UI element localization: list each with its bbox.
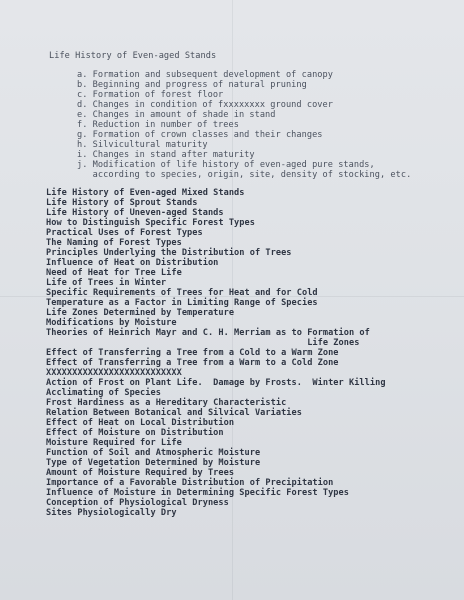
subitem-i: i. Changes in stand after maturity: [77, 150, 255, 160]
topic-7: Principles Underlying the Distribution of Trees: [46, 248, 292, 258]
topic-18: Action of Frost on Plant Life. Damage by Frosts. Winter Killing: [46, 378, 386, 388]
topic-6: The Naming of Forest Types: [46, 238, 182, 248]
topic-23: Effect of Moisture on Distribution: [46, 428, 224, 438]
subitem-c: c. Formation of forest floor: [77, 90, 224, 100]
topic-31: Sites Physiologically Dry: [46, 508, 177, 518]
topic-1: Life History of Even-aged Mixed Stands: [46, 188, 245, 198]
subitem-d: d. Changes in condition of fxxxxxxxx ground cover: [77, 100, 333, 110]
topic-26: Type of Vegetation Determined by Moisture: [46, 458, 261, 468]
topic-16: Effect of Transferring a Tree from a Cold to a Warm Zone: [46, 348, 339, 358]
topic-17: Effect of Transferring a Tree from a Warm to a Cold Zone: [46, 358, 339, 368]
topic-3: Life History of Uneven-aged Stands: [46, 208, 224, 218]
topic-15-continued: Life Zones: [46, 338, 360, 348]
topic-2: Life History of Sprout Stands: [46, 198, 198, 208]
topic-28: Importance of a Favorable Distribution of Precipitation: [46, 478, 334, 488]
topic-25: Function of Soil and Atmospheric Moisture: [46, 448, 261, 458]
topic-11: Specific Requirements of Trees for Heat and for Cold: [46, 288, 318, 298]
subitem-a: a. Formation and subsequent development of canopy: [77, 70, 333, 80]
topic-14: Modifications by Moisture: [46, 318, 177, 328]
topic-15: Theories of Heinrich Mayr and C. H. Merriam as to Formation of: [46, 328, 370, 338]
topic-20: Frost Hardiness as a Hereditary Characteristic: [46, 398, 287, 408]
subitem-h: h. Silvicultural maturity: [77, 140, 208, 150]
topic-5: Practical Uses of Forest Types: [46, 228, 203, 238]
subitem-j-continued: according to species, origin, site, density of stocking, etc.: [77, 170, 412, 180]
document-title: Life History of Even-aged Stands: [49, 51, 217, 61]
topic-22: Effect of Heat on Local Distribution: [46, 418, 235, 428]
subitem-b: b. Beginning and progress of natural pruning: [77, 80, 307, 90]
topic-4: How to Distinguish Specific Forest Types: [46, 218, 255, 228]
topic-27: Amount of Moisture Required by Trees: [46, 468, 235, 478]
subitem-j: j. Modification of life history of even-aged pure stands,: [77, 160, 375, 170]
topic-21: Relation Between Botanical and Silvical Variaties: [46, 408, 302, 418]
struck-out-line: XXXXXXXXXXXXXXXXXXXXXXXXXX: [46, 368, 182, 378]
topic-24: Moisture Required for Life: [46, 438, 182, 448]
subitem-g: g. Formation of crown classes and their changes: [77, 130, 323, 140]
topic-19: Acclimating of Species: [46, 388, 161, 398]
subitem-e: e. Changes in amount of shade in stand: [77, 110, 276, 120]
topic-9: Need of Heat for Tree Life: [46, 268, 182, 278]
topic-12: Temperature as a Factor in Limiting Range of Species: [46, 298, 318, 308]
topic-30: Conception of Physiological Dryness: [46, 498, 229, 508]
topic-13: Life Zones Determined by Temperature: [46, 308, 235, 318]
topic-8: Influence of Heat on Distribution: [46, 258, 219, 268]
subitem-f: f. Reduction in number of trees: [77, 120, 239, 130]
topic-29: Influence of Moisture in Determining Specific Forest Types: [46, 488, 349, 498]
topic-10: Life of Trees in Winter: [46, 278, 167, 288]
